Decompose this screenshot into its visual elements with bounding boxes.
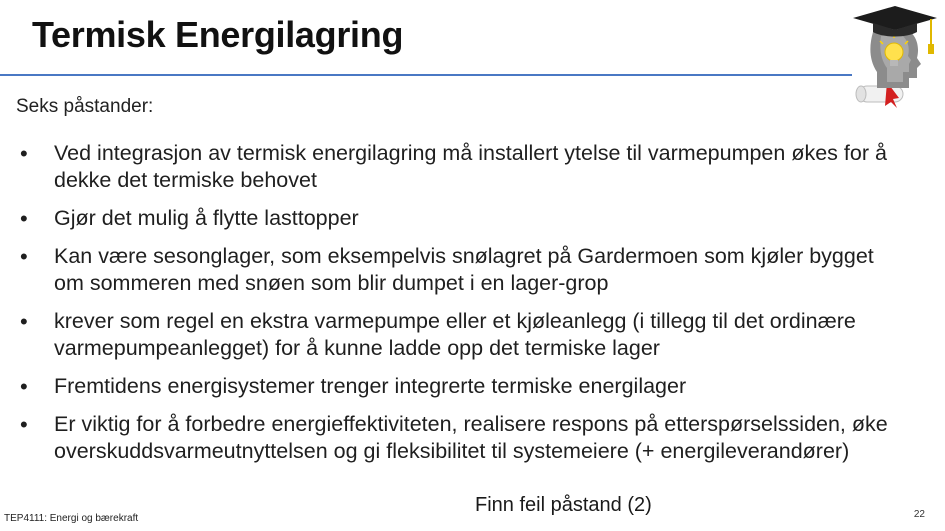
claim-text: Fremtidens energisystemer trenger integrerte termiske energilager (54, 374, 687, 398)
page-number: 22 (913, 509, 925, 520)
bullet-icon: • (20, 244, 28, 269)
claim-text: krever som regel en ekstra varmepumpe eller et kjøleanlegg (i tillegg til det ordinære varmepumpeanlegget) for å kunne ladde opp det termiske lager (54, 309, 856, 360)
list-item (0, 140, 900, 194)
claim-text: Gjør det mulig å flytte lasttopper (54, 206, 359, 230)
bullet-icon: • (20, 141, 28, 166)
title-divider (0, 74, 852, 76)
slide-title: Termisk Energilagring (32, 14, 404, 55)
question-text: Finn feil påstand (2) (475, 494, 652, 516)
claim-text: Ved integrasjon av termisk energilagring må installert ytelse til varmepumpen økes for å dekke det termiske behovet (54, 141, 887, 192)
bullet-icon: • (20, 374, 28, 399)
list-item (0, 205, 900, 232)
list-item (0, 373, 900, 400)
bullet-icon: • (20, 206, 28, 231)
bullet-icon: • (20, 412, 28, 437)
bullet-icon: • (20, 309, 28, 334)
list-item (0, 411, 900, 465)
claims-list (0, 140, 900, 476)
list-item (0, 308, 900, 362)
claim-text: Kan være sesonglager, som eksempelvis snølagret på Gardermoen som kjøler bygget om sommeren med snøen som blir dumpet i en lager-grop (54, 244, 874, 295)
graduate-head-lightbulb-icon (847, 2, 939, 110)
claim-text: Er viktig for å forbedre energieffektiviteten, realisere respons på etterspørselssiden, øke overskuddsvarmeutnyttelsen og gi fleksibilitet til systemeiere (+ energileverandører) (54, 412, 888, 463)
course-footer: TEP4111: Energi og bærekraft (4, 513, 139, 524)
list-item (0, 243, 900, 297)
intro-text: Seks påstander: (16, 96, 154, 117)
